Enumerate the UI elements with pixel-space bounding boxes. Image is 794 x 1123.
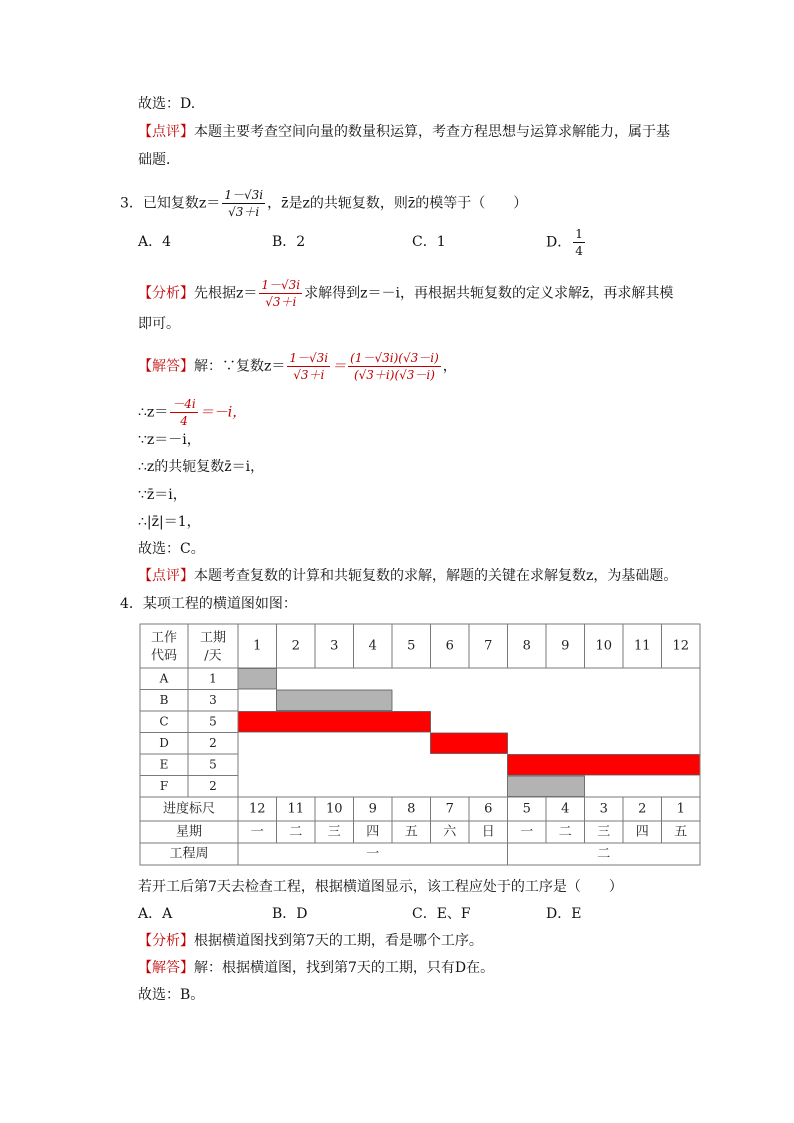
gantt-bar-f <box>508 776 585 797</box>
q4-option-a: A．A <box>138 906 173 922</box>
day-header: 10 <box>595 638 613 654</box>
q3-analysis-line1: 【分析】先根据z＝ $\frac{1-√3i}{√3+i}$ 求解得到z＝－i，再根据共轭复数的定义求解z̄，再求解其模 <box>138 278 674 309</box>
weekday-value: 二 <box>558 824 572 840</box>
header-code-l1: 工作 <box>150 630 178 646</box>
q3-option-b: B．2 <box>272 234 306 250</box>
q4-solution: 【解答】解：根据横道图，找到第7天的工期，只有D在。 <box>138 960 495 976</box>
weekday-value: 二 <box>289 824 303 840</box>
progress-value: 3 <box>599 801 608 817</box>
task-duration: 1 <box>209 671 217 686</box>
gantt-bar-e <box>508 755 701 776</box>
q4-option-b: B．D <box>272 906 308 922</box>
progress-value: 5 <box>522 801 531 817</box>
week-value: 一 <box>366 846 380 862</box>
q3-choice: 故选：C。 <box>138 541 205 557</box>
prev-comment-line2: 础题． <box>138 152 180 168</box>
header-days-l1: 工期 <box>199 630 227 646</box>
task-code: B <box>159 692 169 707</box>
weekday-value: 四 <box>635 824 649 840</box>
q3-step1: ∴z＝ $\frac{-4i}{4}$ ＝－i， <box>138 397 247 428</box>
weekday-value: 五 <box>674 824 688 840</box>
progress-value: 9 <box>368 801 377 817</box>
progress-value: 10 <box>325 801 343 817</box>
q4-option-d: D．E <box>546 906 582 922</box>
header-days-l2: /天 <box>204 648 222 664</box>
q3-option-a: A．4 <box>138 234 172 250</box>
q4-choice: 故选：B。 <box>138 987 205 1003</box>
q4-analysis: 【分析】根据横道图找到第7天的工期，看是哪个工序。 <box>138 933 483 949</box>
day-header: 11 <box>633 638 651 654</box>
progress-label: 进度标尺 <box>162 801 216 817</box>
task-duration: 5 <box>209 757 217 772</box>
day-header: 4 <box>368 638 377 654</box>
week-label: 工程周 <box>169 846 209 862</box>
day-header: 8 <box>522 638 531 654</box>
progress-value: 6 <box>484 801 493 817</box>
weekday-label: 星期 <box>175 824 203 840</box>
task-duration: 2 <box>209 735 217 750</box>
weekday-value: 一 <box>250 824 264 840</box>
gantt-border <box>140 624 700 865</box>
day-header: 9 <box>561 638 570 654</box>
q3-analysis-line2: 即可。 <box>138 316 180 332</box>
progress-value: 11 <box>287 801 305 817</box>
task-code: F <box>159 778 169 793</box>
q3-step5: ∴|z̄|＝1， <box>138 514 201 530</box>
task-code: A <box>159 671 169 686</box>
gantt-bar-b <box>277 690 393 711</box>
weekday-value: 一 <box>520 824 534 840</box>
task-code: C <box>159 714 169 729</box>
gantt-bar-d <box>431 733 508 754</box>
task-code: D <box>159 735 169 750</box>
task-duration: 3 <box>209 692 217 707</box>
progress-value: 8 <box>407 801 416 817</box>
gantt-bar-c <box>238 712 431 733</box>
q4-option-c: C．E、F <box>412 906 471 922</box>
day-header: 3 <box>330 638 339 654</box>
task-code: E <box>159 757 169 772</box>
q3-option-c: C．1 <box>412 234 446 250</box>
day-header: 7 <box>484 638 493 654</box>
q3-option-d: D． $\frac{1}{4}$ <box>546 227 583 258</box>
q4-question: 若开工后第7天去检查工程，根据横道图显示，该工程应处于的工序是（ ） <box>138 879 623 895</box>
weekday-value: 日 <box>481 824 495 840</box>
q4-stem: 4．某项工程的横道图如图： <box>120 596 297 612</box>
gantt-bar-a <box>238 669 277 690</box>
task-duration: 2 <box>209 778 217 793</box>
q3-step3: ∴z的共轭复数z̄＝i， <box>138 459 265 475</box>
progress-value: 4 <box>561 801 570 817</box>
weekday-value: 五 <box>404 824 418 840</box>
progress-value: 12 <box>248 801 266 817</box>
progress-value: 7 <box>445 801 454 817</box>
weekday-value: 六 <box>443 824 457 840</box>
q3-step2: ∵z＝－i， <box>138 432 201 448</box>
day-header: 5 <box>407 638 416 654</box>
weekday-value: 四 <box>366 824 380 840</box>
q3-stem: 3．已知复数z＝ $\frac{1-√3i}{√3+i}$ ，z̄是z的共轭复数，则z̄的模等于（ ） <box>120 188 528 219</box>
progress-value: 1 <box>676 801 685 817</box>
weekday-value: 三 <box>327 824 341 840</box>
day-header: 6 <box>445 638 454 654</box>
day-header: 12 <box>672 638 690 654</box>
header-code-l2: 代码 <box>150 648 178 664</box>
day-header: 2 <box>291 638 300 654</box>
week-value: 二 <box>597 846 611 862</box>
q3-solution-line1: 【解答】解：∵复数z＝ $\frac{1-√3i}{√3+i}$ ＝ $\frac{(1-√3i)(√3-i)}{(√3+i)(√3-i)}$ ， <box>138 351 457 382</box>
q3-step4: ∵z̄＝i， <box>138 487 187 503</box>
prev-comment-line1: 【点评】本题主要考查空间向量的数量积运算，考查方程思想与运算求解能力，属于基 <box>138 124 670 140</box>
weekday-value: 三 <box>597 824 611 840</box>
prev-choice: 故选：D. <box>138 96 196 112</box>
progress-value: 2 <box>638 801 647 817</box>
q3-comment: 【点评】本题考查复数的计算和共轭复数的求解，解题的关键在求解复数z，为基础题。 <box>138 568 678 584</box>
task-duration: 5 <box>209 714 217 729</box>
day-header: 1 <box>253 638 262 654</box>
